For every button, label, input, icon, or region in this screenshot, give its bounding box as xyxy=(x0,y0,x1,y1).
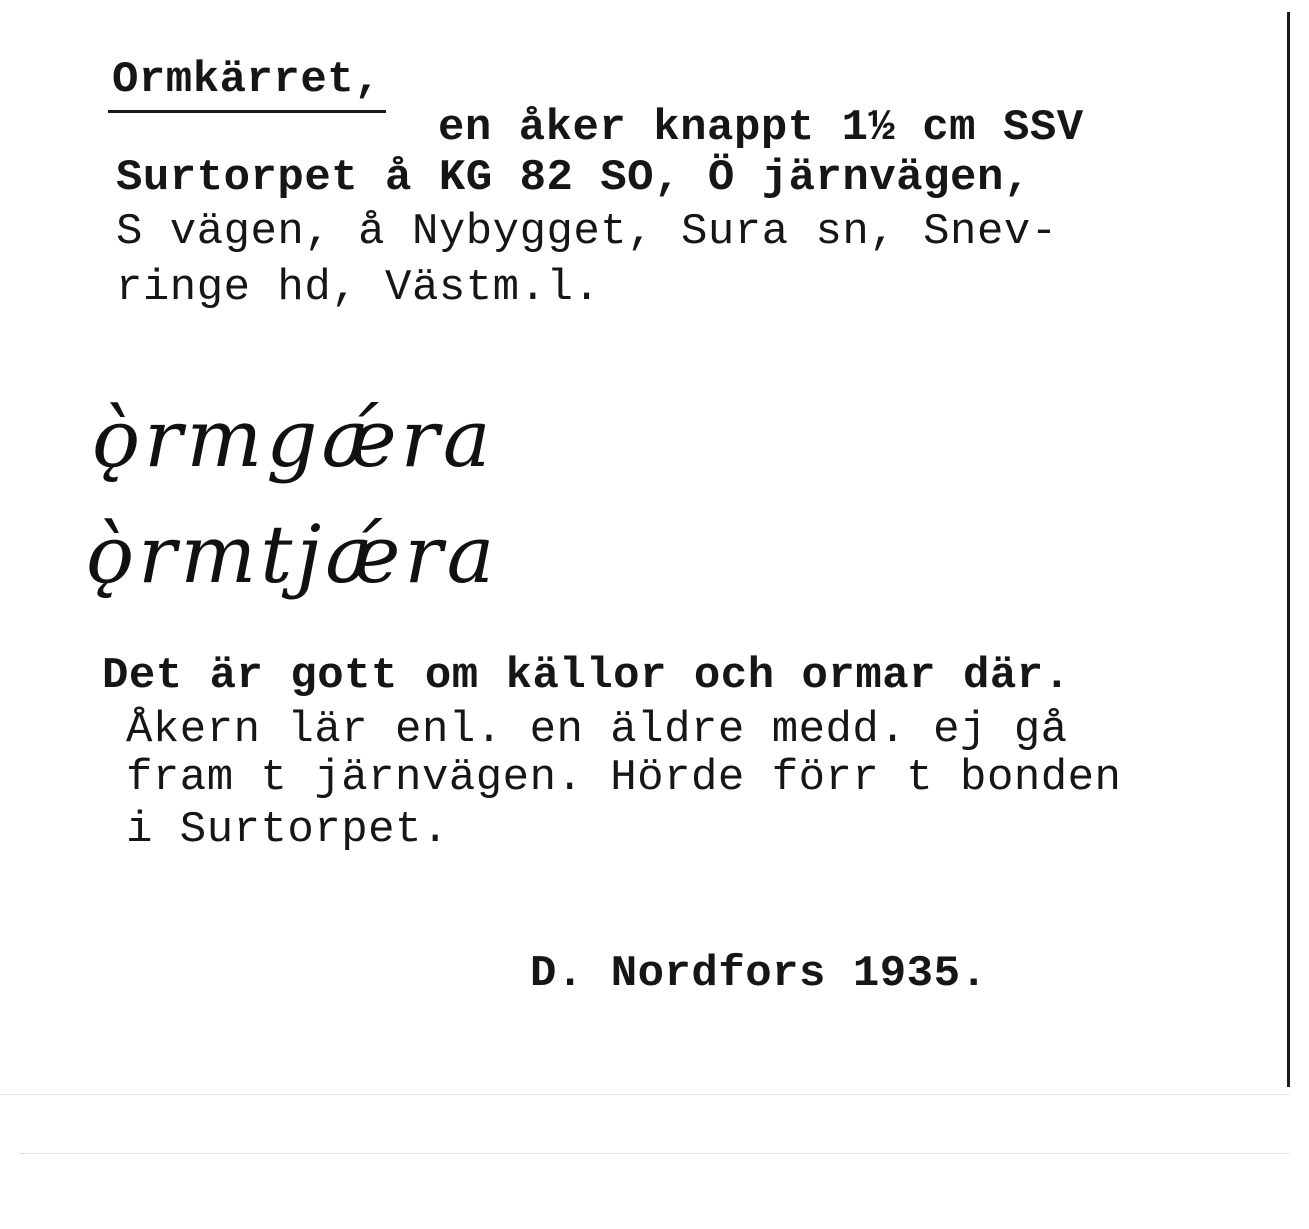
card-lower-edge xyxy=(20,1153,1290,1154)
pronunciation-1: ǫ̀rmgǽra xyxy=(92,392,495,485)
card-right-edge xyxy=(1287,12,1290,1087)
note-line-3: fram t järnvägen. Hörde förr t bonden xyxy=(126,753,1122,803)
note-line-1: Det är gott om källor och ormar där. xyxy=(102,651,1071,701)
place-name-heading: Ormkärret, xyxy=(112,55,382,105)
card-bottom-edge xyxy=(0,1094,1290,1095)
description-line-2: Surtorpet å KG 82 SO, Ö järnvägen, xyxy=(116,153,1031,203)
note-line-4: i Surtorpet. xyxy=(126,805,449,855)
heading-underline xyxy=(108,110,386,113)
description-line-4: ringe hd, Västm.l. xyxy=(116,263,601,313)
note-line-2: Åkern lär enl. en äldre medd. ej gå xyxy=(126,705,1068,755)
description-line-3: S vägen, å Nybygget, Sura sn, Snev- xyxy=(116,207,1058,257)
description-line-1: en åker knappt 1½ cm SSV xyxy=(438,103,1084,153)
pronunciation-2: ǫ̀rmtjǽra xyxy=(86,508,499,601)
signature: D. Nordfors 1935. xyxy=(530,949,988,999)
